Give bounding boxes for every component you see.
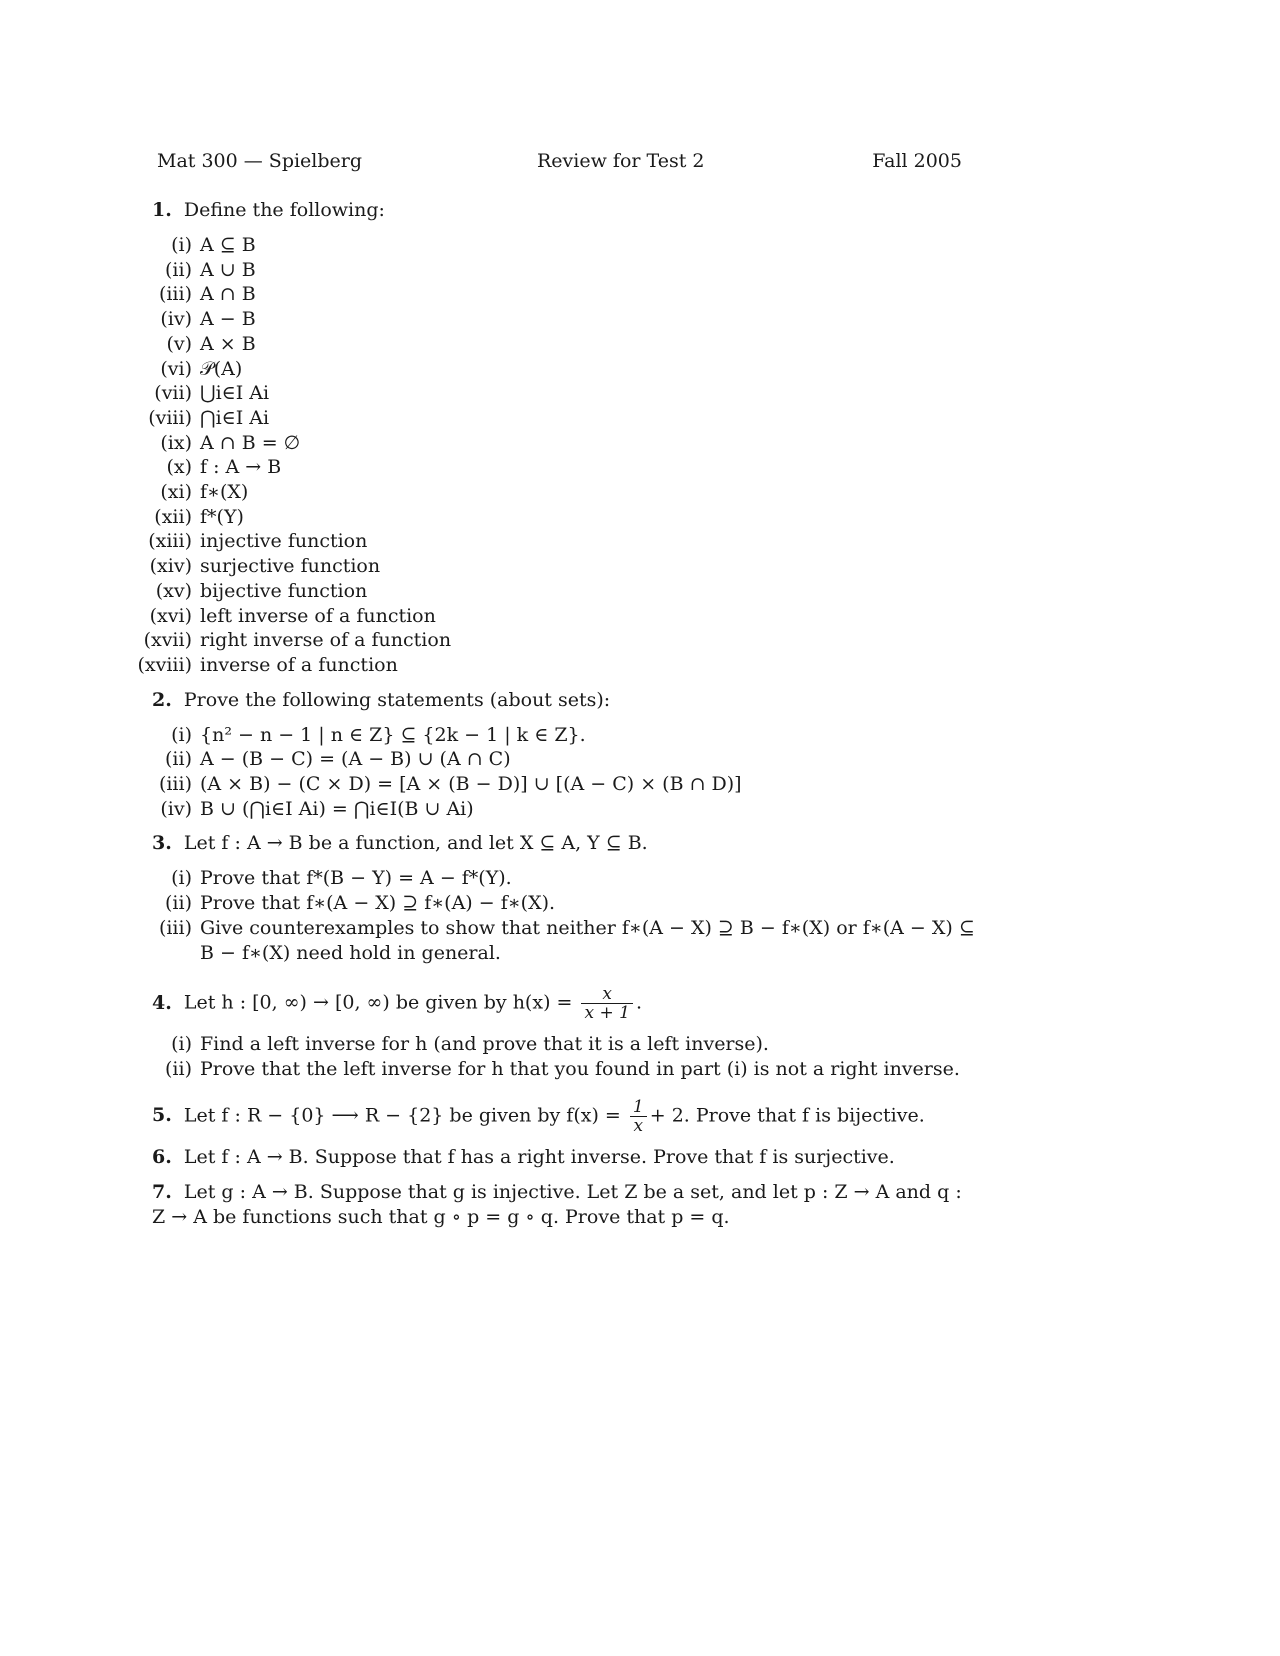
problem-number: 3. bbox=[152, 832, 172, 855]
item-label: (vii) bbox=[154, 382, 192, 405]
item-text: Find a left inverse for h (and prove that it is a left inverse). bbox=[200, 1033, 769, 1056]
item-text: ⋂i∈I Ai bbox=[200, 406, 270, 429]
item-label: (i) bbox=[171, 723, 192, 746]
item-label: (xiii) bbox=[148, 530, 192, 553]
item-text: Give counterexamples to show that neither f∗(A − X) ⊇ B − f∗(X) or f∗(A − X) ⊆ B − f∗(X) need hold in general. bbox=[200, 916, 975, 964]
spacer bbox=[100, 975, 980, 985]
item-text: surjective function bbox=[200, 555, 381, 578]
problem-statement: Prove the following statements (about sets): bbox=[183, 688, 611, 711]
item-label: (xii) bbox=[154, 505, 192, 528]
item-text: f : A → B bbox=[200, 456, 282, 479]
item-text: bijective function bbox=[200, 579, 368, 602]
list-item bbox=[100, 1057, 980, 1082]
item-label: (viii) bbox=[148, 406, 192, 429]
list-item bbox=[100, 723, 980, 748]
item-text: f∗(X) bbox=[200, 481, 249, 504]
problem-number: 6. bbox=[152, 1145, 172, 1168]
header-title: Review for Test 2 bbox=[537, 150, 705, 172]
list-item bbox=[100, 529, 980, 554]
item-text: f*(Y) bbox=[200, 505, 244, 528]
item-label: (i) bbox=[171, 1033, 192, 1056]
list-item bbox=[100, 455, 980, 480]
item-label: (iii) bbox=[158, 283, 192, 306]
list-item bbox=[100, 772, 980, 797]
problem-number: 1. bbox=[152, 199, 172, 221]
item-text: ⋃i∈I Ai bbox=[200, 382, 270, 405]
list-item bbox=[100, 653, 980, 678]
fraction-denominator: x bbox=[633, 1115, 644, 1136]
item-label: (iii) bbox=[158, 773, 192, 796]
list-item bbox=[100, 1032, 980, 1057]
item-text: injective function bbox=[200, 530, 368, 553]
list-item bbox=[100, 505, 980, 530]
item-label: (xv) bbox=[155, 579, 192, 602]
problem-statement: Let f : A → B. Suppose that f has a right inverse. Prove that f is surjective. bbox=[183, 1145, 895, 1168]
item-text: A − B bbox=[200, 308, 256, 331]
list-item bbox=[100, 866, 980, 891]
item-label: (xiv) bbox=[149, 555, 192, 578]
item-text: A ⊆ B bbox=[200, 234, 256, 256]
item-text: A ∩ B bbox=[200, 283, 256, 306]
header-course: Mat 300 — Spielberg bbox=[157, 150, 363, 172]
problem-statement: Let f : R − {0} ⟶ R − {2} be given by f(x) = bbox=[183, 1104, 621, 1127]
item-label: (ii) bbox=[165, 892, 192, 915]
problem-4-items bbox=[100, 1032, 980, 1081]
header-term: Fall 2005 bbox=[872, 150, 962, 172]
problem-statement: Define the following: bbox=[183, 199, 385, 221]
item-text: A ∩ B = ∅ bbox=[200, 431, 301, 454]
problem-6 bbox=[152, 1145, 980, 1170]
problem-3-items bbox=[100, 866, 980, 965]
problem-5 bbox=[152, 1098, 980, 1135]
item-label: (xvii) bbox=[143, 629, 192, 652]
problem-number: 5. bbox=[152, 1104, 172, 1127]
page-header bbox=[157, 150, 962, 180]
fraction-numerator: x bbox=[581, 985, 632, 1004]
fraction-denominator: x + 1 bbox=[584, 1003, 630, 1024]
problem-statement: Let f : A → B be a function, and let X ⊆ A, Y ⊆ B. bbox=[183, 832, 648, 855]
problem-statement: Let g : A → B. Suppose that g is injective. Let Z be a set, and let p : Z → A and q : Z → A be functions such that g ∘ p = g ∘ q. Prove that p = q. bbox=[152, 1180, 962, 1228]
item-label: (ii) bbox=[165, 748, 192, 771]
list-item bbox=[100, 916, 980, 965]
item-text: (A × B) − (C × D) = [A × (B − D)] ∪ [(A − C) × (B ∩ D)] bbox=[200, 773, 742, 796]
list-item bbox=[100, 747, 980, 772]
list-item bbox=[100, 579, 980, 604]
list-item bbox=[100, 797, 980, 822]
item-label: (vi) bbox=[160, 357, 192, 380]
problem-2-items bbox=[100, 723, 980, 822]
list-item bbox=[100, 891, 980, 916]
list-item bbox=[100, 431, 980, 456]
problem-number: 7. bbox=[152, 1180, 172, 1203]
item-text: Prove that f∗(A − X) ⊇ f∗(A) − f∗(X). bbox=[200, 892, 556, 915]
item-text: left inverse of a function bbox=[200, 604, 436, 627]
problem-list bbox=[100, 198, 980, 1240]
list-item bbox=[100, 282, 980, 307]
list-item bbox=[100, 554, 980, 579]
problem-number: 4. bbox=[152, 991, 172, 1014]
item-label: (ii) bbox=[165, 1057, 192, 1080]
item-label: (i) bbox=[171, 867, 192, 890]
item-label: (i) bbox=[171, 234, 192, 256]
item-text: inverse of a function bbox=[200, 653, 398, 676]
list-item bbox=[100, 406, 980, 431]
item-text: right inverse of a function bbox=[200, 629, 452, 652]
problem-3 bbox=[152, 831, 980, 856]
item-label: (v) bbox=[166, 332, 192, 355]
list-item bbox=[100, 604, 980, 629]
fraction-numerator: 1 bbox=[630, 1098, 647, 1117]
item-label: (ix) bbox=[160, 431, 192, 454]
item-label: (x) bbox=[166, 456, 192, 479]
problem-7 bbox=[152, 1180, 980, 1230]
statement-suffix: + 2. Prove that f is bijective. bbox=[649, 1104, 925, 1127]
item-text: A ∪ B bbox=[200, 258, 256, 281]
item-text: Prove that f*(B − Y) = A − f*(Y). bbox=[200, 867, 512, 890]
problem-number: 2. bbox=[152, 688, 172, 711]
list-item bbox=[100, 480, 980, 505]
item-label: (ii) bbox=[165, 258, 192, 281]
list-item bbox=[100, 628, 980, 653]
item-text: A − (B − C) = (A − B) ∪ (A ∩ C) bbox=[200, 748, 511, 771]
item-label: (xviii) bbox=[137, 653, 192, 676]
statement-suffix: . bbox=[635, 991, 642, 1014]
list-item bbox=[100, 357, 980, 382]
item-label: (iv) bbox=[160, 797, 192, 820]
problem-4 bbox=[152, 985, 980, 1022]
list-item bbox=[100, 233, 980, 258]
problem-statement: Let h : [0, ∞) → [0, ∞) be given by h(x) = bbox=[183, 991, 573, 1014]
item-text: {n² − n − 1 | n ∈ Z} ⊆ {2k − 1 | k ∈ Z}. bbox=[200, 723, 586, 746]
problem-1-items bbox=[100, 233, 980, 678]
item-label: (iii) bbox=[158, 916, 192, 939]
item-label: (xvi) bbox=[149, 604, 192, 627]
item-label: (xi) bbox=[160, 481, 192, 504]
item-text: A × B bbox=[200, 332, 256, 355]
item-label: (iv) bbox=[160, 308, 192, 331]
list-item bbox=[100, 381, 980, 406]
list-item bbox=[100, 258, 980, 283]
problem-2 bbox=[152, 688, 980, 713]
list-item bbox=[100, 332, 980, 357]
problem-1 bbox=[152, 198, 980, 223]
item-text: 𝒫(A) bbox=[200, 357, 243, 380]
list-item bbox=[100, 307, 980, 332]
fraction bbox=[581, 985, 632, 1022]
fraction bbox=[630, 1098, 647, 1135]
item-text: B ∪ (⋂i∈I Ai) = ⋂i∈I(B ∪ Ai) bbox=[200, 797, 474, 820]
item-text: Prove that the left inverse for h that you found in part (i) is not a right inverse. bbox=[200, 1057, 960, 1080]
